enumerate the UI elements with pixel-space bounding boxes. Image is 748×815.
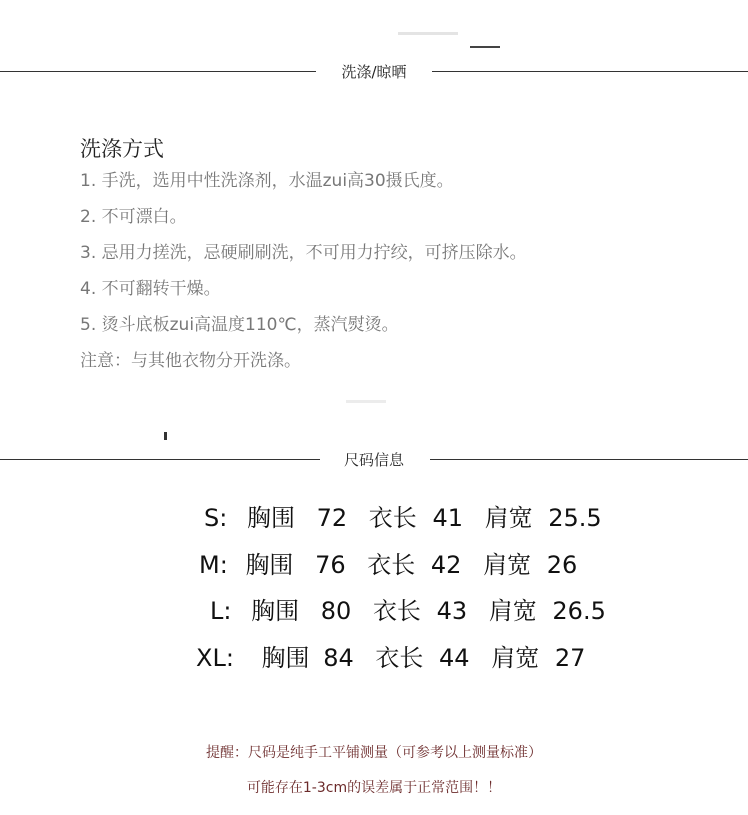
wash-item: 2. 不可漂白。 <box>80 207 187 227</box>
length-value: 42 <box>430 551 462 579</box>
divider-line-right <box>430 459 748 460</box>
length-label: 衣长 <box>367 551 416 579</box>
wash-item: 3. 忌用力搓洗，忌硬刷刷洗，不可用力拧绞，可挤压除水。 <box>80 243 527 263</box>
length-label: 衣长 <box>375 644 424 672</box>
size-row-l <box>210 594 606 628</box>
chest-value: 72 <box>316 504 348 532</box>
top-artifact <box>398 32 458 35</box>
size-code: L: <box>210 597 232 625</box>
chest-label: 胸围 <box>251 597 300 625</box>
shoulder-value: 27 <box>554 644 586 672</box>
shoulder-value: 26.5 <box>552 597 606 625</box>
wash-note: 注意：与其他衣物分开洗涤。 <box>80 351 301 371</box>
size-section-header: 尺码信息 <box>343 451 404 469</box>
image-artifact <box>346 400 386 403</box>
wash-item: 5. 烫斗底板zui高温度110℃，蒸汽熨烫。 <box>80 315 399 335</box>
shoulder-value: 25.5 <box>548 504 602 532</box>
chest-value: 76 <box>315 551 346 579</box>
size-code: M: <box>199 551 228 579</box>
shoulder-label: 肩宽 <box>484 504 533 532</box>
length-value: 44 <box>439 644 470 672</box>
length-value: 41 <box>432 504 463 532</box>
divider-line-right <box>432 71 748 72</box>
wash-instructions-list <box>80 168 527 384</box>
wash-item: 4. 不可翻转干燥。 <box>80 279 221 299</box>
top-artifact-line <box>470 46 500 48</box>
chest-label: 胸围 <box>245 551 294 579</box>
length-label: 衣长 <box>372 597 421 625</box>
size-row-m <box>199 548 577 582</box>
chest-value: 80 <box>320 597 352 625</box>
length-label: 衣长 <box>368 504 417 532</box>
size-code: S: <box>204 504 228 532</box>
size-section-divider <box>0 448 748 472</box>
wash-item: 1. 手洗，选用中性洗涤剂，水温zui高30摄氏度。 <box>80 171 454 191</box>
wash-section-header: 洗涤/晾晒 <box>341 63 407 81</box>
shoulder-value: 26 <box>546 551 578 579</box>
size-row-xl <box>196 641 585 675</box>
chest-value: 84 <box>323 644 354 672</box>
length-value: 43 <box>436 597 468 625</box>
image-artifact <box>164 432 167 440</box>
shoulder-label: 肩宽 <box>488 597 537 625</box>
shoulder-label: 肩宽 <box>491 644 540 672</box>
size-row-s <box>204 501 602 535</box>
chest-label: 胸围 <box>261 644 310 672</box>
measurement-reminder: 提醒：尺码是纯手工平铺测量（可参考以上测量标准） <box>206 745 542 761</box>
size-code: XL: <box>196 644 234 672</box>
wash-section-divider <box>0 60 748 84</box>
error-range-note: 可能存在1-3cm的误差属于正常范围！！ <box>246 780 502 796</box>
shoulder-label: 肩宽 <box>483 551 532 579</box>
chest-label: 胸围 <box>246 504 295 532</box>
wash-title: 洗涤方式 <box>80 137 164 161</box>
